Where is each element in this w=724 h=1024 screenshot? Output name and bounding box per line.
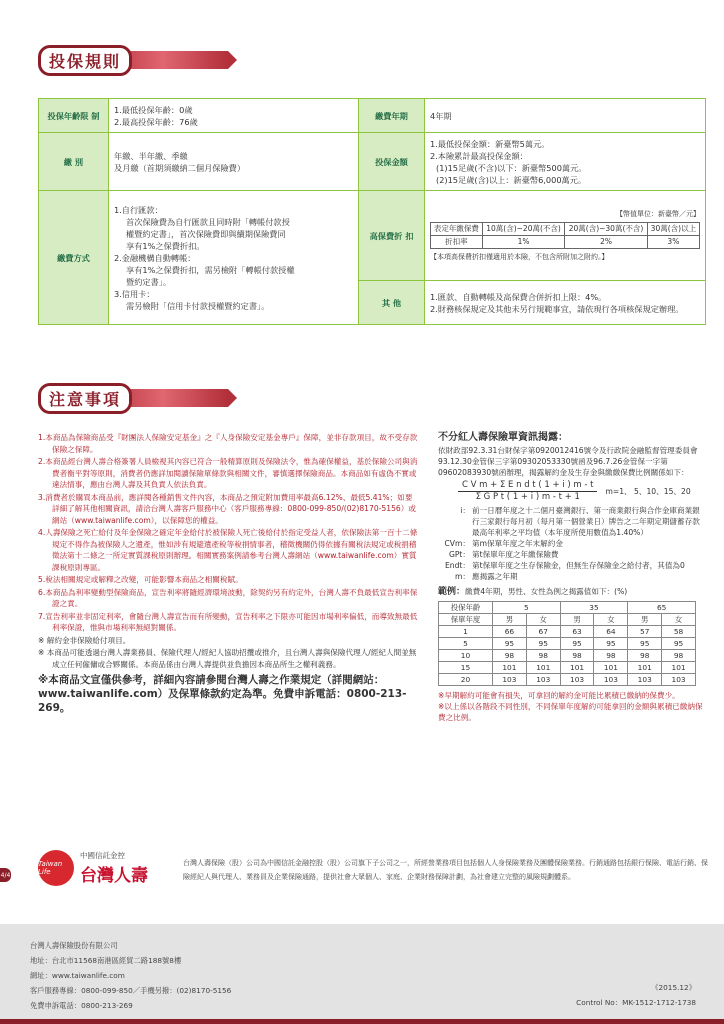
payment-line: 3.信用卡： — [114, 288, 155, 299]
notes-section-title: 注意事項 — [38, 383, 132, 414]
age-line: 1.最低投保年齡：0歲 — [114, 104, 193, 115]
ex-cell: 98 — [662, 650, 696, 662]
ex-row — [439, 638, 696, 650]
note-item: 3.消費者於購買本商品前，應詳閱各種銷售文件內容，本商品之預定附加費用率最高6.12%、最低5.41%；如要詳細了解其他相關資訊，請洽台灣人壽客戶服務中心（客戶服務專線：0800-099-850/(02)8170-5156）或網站（www.taiwanlife.com），以保障您的權益。 — [38, 492, 416, 525]
ex-cell: 101 — [560, 662, 594, 674]
mode-label: 繳 別 — [39, 133, 109, 191]
ex-cell: 98 — [560, 650, 594, 662]
ex-cell: 98 — [628, 650, 662, 662]
footer-date: 《2015.12》 — [651, 983, 696, 992]
ex-cell: 15 — [439, 662, 493, 674]
amount-cell — [425, 133, 706, 191]
payment-line: 1.自行匯款： — [114, 204, 163, 215]
ex-sex: 女 — [594, 614, 628, 626]
ex-cell: 64 — [594, 626, 628, 638]
logo-text — [80, 850, 148, 886]
definition-row — [438, 560, 706, 571]
logo-big-text: 台灣人壽 — [80, 866, 148, 886]
example-desc: 繳費4年期，男性、女性為例之揭露值如下：(%) — [465, 587, 628, 596]
ex-cell: 95 — [628, 638, 662, 650]
definition-row — [438, 549, 706, 560]
note-item: 4.人壽保險之死亡給付及年金保險之確定年金給付於被保險人死亡後給付於指定受益人者，依保險法第一百十二條規定不得作為被保險人之遺產，惟如涉有規避遺產稅等稅捐情事者，稽徵機關仍得依據有關稅法規定或稅捐稽徵法第十二條之一所定實質課稅原則辦理。相關實務案例請參考台灣人壽網站（www.taiwanlife.com）實質課稅原則專區。 — [38, 528, 418, 572]
amount-line: (1)15足歲(不含)以下：新臺幣500萬元。 — [436, 162, 587, 173]
definition-value: 應揭露之年期 — [472, 572, 518, 581]
definitions — [438, 505, 706, 582]
notes-section-header — [38, 386, 132, 410]
ex-cell: 20 — [439, 674, 493, 686]
payment-cell — [109, 191, 359, 325]
discount-head: 30萬(含)以上 — [647, 223, 699, 236]
amount-line: 1.最低投保金額：新臺幣5萬元。 — [430, 138, 550, 149]
definition-key: m： — [455, 572, 470, 581]
disclosure-title: 不分紅人壽保險單資訊揭露： — [438, 432, 568, 443]
footer-info — [30, 938, 231, 1013]
ex-cell: 63 — [560, 626, 594, 638]
ex-cell: 58 — [662, 626, 696, 638]
footer-line: 台灣人壽保險股份有限公司 — [30, 941, 118, 950]
age-label: 投保年齡限 制 — [39, 99, 109, 133]
other-label: 其 他 — [359, 281, 425, 325]
discount-cell-value: 1% — [482, 236, 564, 249]
discount-note: 【本項高保費折扣僅適用於本險，不包含所附加之附約。】 — [430, 253, 609, 261]
discount-cell-value: 折扣率 — [431, 236, 483, 249]
note-item: ※ 本商品可能透過台灣人壽業務員、保險代理人/經紀人協助招攬或推介，且台灣人壽與保險代理人/經紀人間並無成立任何僱傭或合夥關係。本商品係由台灣人壽提供並負擔因本商品所生之權利義務。 — [38, 648, 417, 669]
notes-disclaimer: ※本商品文宣僅供參考，詳細內容請參閱台灣人壽之作業規定（詳閱網站：www.taiwanlife.com）及保單條款約定為準。免費申訴電話：0800-213-269。 — [38, 674, 407, 714]
ex-cell: 98 — [594, 650, 628, 662]
payment-line: 需另檢附「信用卡付款授權暨約定書」。 — [126, 300, 270, 311]
note-item: 5.稅法相關規定或解釋之改變，可能影響本商品之相關稅賦。 — [38, 575, 243, 584]
ex-cell: 103 — [662, 674, 696, 686]
rules-section-header — [38, 48, 132, 72]
rules-section-title: 投保規則 — [38, 45, 132, 76]
formula-denominator: Σ G P t ( 1 + i ) m - t + 1 — [475, 492, 580, 502]
ex-cell: 66 — [493, 626, 527, 638]
logo-mark: Taiwan Life — [38, 850, 74, 886]
discount-label: 高保費折 扣 — [359, 191, 425, 281]
example-title: 範例： — [438, 587, 466, 597]
mode-line: 及月繳（首期須繳納二個月保險費） — [114, 162, 246, 173]
amount-label: 投保金額 — [359, 133, 425, 191]
ex-row — [439, 626, 696, 638]
footer-control-no: Control No：MK-1512-1712-1738 — [576, 998, 696, 1007]
payment-line: 首次保險費為自行匯款且同時附「轉帳付款授 — [126, 216, 290, 227]
payment-line: 享有1%之保費折扣。 — [126, 240, 205, 251]
definition-value: 第m保單年度之年末解約金 — [472, 539, 563, 548]
disclosure-formula — [458, 480, 706, 503]
ex-sex: 男 — [628, 614, 662, 626]
discount-cell-value: 2% — [565, 236, 647, 249]
period-value: 4年期 — [425, 99, 706, 133]
ex-sex: 女 — [662, 614, 696, 626]
disclosure-panel — [438, 432, 706, 723]
footer-line: 地址：台北市11568南港區經貿二路188號8樓 — [30, 956, 182, 965]
payment-line: 享有1%之保費折扣，需另檢附「轉帳付款授權 — [126, 264, 295, 275]
definition-key: Endt： — [444, 561, 470, 570]
formula-range: m=1、 5、10、15、20 — [605, 487, 691, 496]
payment-line: 暨約定書」。 — [126, 276, 172, 287]
definition-key: i： — [460, 506, 470, 515]
note-item: 6.本商品為利率變動型保險商品，宣告利率將隨經濟環境波動，除契約另有約定外，台灣人壽不負最低宣告利率保證之責。 — [38, 587, 418, 608]
note-item: 7.宣告利率並非固定利率，會隨台灣人壽宣告而有所變動，宣告利率之下限亦可能因市場利率偏低，而導致無最低利率保證，惟與市場利率無絕對關係。 — [38, 611, 418, 632]
ex-cell: 1 — [439, 626, 493, 638]
definition-key: CVm： — [444, 539, 470, 548]
definition-row — [438, 505, 706, 538]
ex-cell: 103 — [628, 674, 662, 686]
ex-age: 5 — [493, 602, 561, 614]
discount-unit: 【幣值單位：新臺幣／元】 — [616, 210, 700, 218]
ex-cell: 103 — [594, 674, 628, 686]
other-cell — [425, 281, 706, 325]
logo-small-text: 中國信託金控 — [80, 851, 125, 860]
footer — [0, 924, 724, 1024]
ex-sex: 女 — [526, 614, 560, 626]
ex-cell: 95 — [662, 638, 696, 650]
ex-cell: 103 — [526, 674, 560, 686]
other-line: 1.匯款、自動轉帳及高保費合併折扣上限：4%。 — [430, 291, 607, 302]
notes-list — [38, 432, 418, 715]
age-line: 2.最高投保年齡：76歲 — [114, 116, 198, 127]
mode-line: 年繳、半年繳、季繳 — [114, 150, 188, 161]
payment-line: 權暨約定書」，首次保險費即與續期保險費同 — [126, 228, 286, 239]
ex-head-year: 保單年度 — [439, 614, 493, 626]
warning-2: ※以上係以各階段不同性別，不同保單年度解約可能拿回的金額與累積已繳納保費之比例。 — [438, 702, 703, 722]
warning-1: ※早期解約可能會有損失，可拿回的解約金可能比累積已繳納的保費少。 — [438, 691, 680, 700]
ex-cell: 95 — [493, 638, 527, 650]
ex-cell: 5 — [439, 638, 493, 650]
company-description: 台灣人壽保險（股）公司為中國信託金融控股（股）公司旗下子公司之一，所經營業務項目包括個人人身保險業務及團體保險業務。行銷通路包括銀行保險、電話行銷、保險經紀人與代理人、業務員及企業保險通路，提供社會大眾個人、家庭、企業財務保障計劃，為社會建立完整的風險規劃體系。 — [183, 859, 708, 881]
footer-line: 網址：www.taiwanlife.com — [30, 971, 125, 980]
definition-row — [438, 571, 706, 582]
ex-cell: 67 — [526, 626, 560, 638]
discount-table — [430, 222, 700, 249]
discount-head: 10萬(含)~20萬(不含) — [482, 223, 564, 236]
ex-cell: 98 — [526, 650, 560, 662]
definition-key: GPt： — [448, 550, 470, 559]
ex-age: 65 — [628, 602, 696, 614]
note-item: 2.本商品經台灣人壽合格簽署人員檢視其內容已符合一般精算原則及保險法令，惟為確保權益，基於保險公司與消費者衡平對等原則，消費者仍應詳加閱讀保險單條款與相關文件，審慎選擇保險商品。本商品如有虛偽不實或違法情事，應由台灣人壽及其負責人依法負責。 — [38, 457, 418, 489]
example-heading — [438, 586, 706, 598]
formula-fraction — [458, 480, 597, 503]
rules-table — [38, 98, 706, 325]
definition-value: 前一日曆年度之十二個月臺灣銀行、第一商業銀行與合作金庫商業銀行三家銀行每月初（每月第一個營業日）牌告之二年期定期儲蓄存款最高年利率之平均值（本年度所使用數值為1.40%） — [472, 506, 700, 537]
ex-cell: 95 — [526, 638, 560, 650]
footer-right-info — [576, 980, 696, 1010]
ex-row — [439, 650, 696, 662]
ex-cell: 101 — [594, 662, 628, 674]
age-cell — [109, 99, 359, 133]
ex-cell: 10 — [439, 650, 493, 662]
amount-line: 2.本險累計最高投保金額： — [430, 150, 528, 161]
disclosure-intro: 依財政部92.3.31台財保字第0920012416號令及行政院金融監督管理委員會93.12.30金管保三字第09302053330號函及96.7.26金管保一字第09602083930號函辦理，揭露解約金及生存金與繳繳保費比例關係如下： — [438, 446, 698, 477]
mode-cell — [109, 133, 359, 191]
definition-value: 第t保單年度之年繳保險費 — [472, 550, 559, 559]
definition-value: 第t保單年度之生存保險金，但無生存保險金之給付者，其值為0 — [472, 561, 685, 570]
discount-head: 表定年繳保費 — [431, 223, 483, 236]
note-item: ※ 解約金非保險給付項目。 — [38, 635, 131, 645]
example-table — [438, 601, 696, 686]
ex-cell: 103 — [493, 674, 527, 686]
footer-line: 客戶服務專線：0800-099-850／手機另撥：(02)8170-5156 — [30, 986, 232, 995]
ex-row — [439, 674, 696, 686]
footer-line: 免費申訴電話：0800-213-269 — [30, 1001, 133, 1010]
company-logo — [38, 850, 148, 886]
note-item: 1.本商品為保險商品受『財團法人保險安定基金』之『人身保險安定基金專戶』保障，並非存款項目，故不受存款保險之保障。 — [38, 433, 418, 454]
footer-bar — [0, 1019, 724, 1024]
ex-cell: 101 — [662, 662, 696, 674]
payment-label: 繳費方式 — [39, 191, 109, 325]
ex-cell: 98 — [493, 650, 527, 662]
payment-line: 2.金融機構自動轉帳： — [114, 252, 196, 263]
ex-cell: 95 — [594, 638, 628, 650]
ex-cell: 101 — [493, 662, 527, 674]
amount-line: (2)15足歲(含)以上：新臺幣6,000萬元。 — [436, 174, 587, 185]
ex-cell: 101 — [526, 662, 560, 674]
ex-sex: 男 — [560, 614, 594, 626]
ex-age: 35 — [560, 602, 628, 614]
ex-cell: 103 — [560, 674, 594, 686]
definition-row — [438, 538, 706, 549]
formula-numerator: C V m + Σ E n d t ( 1 + i ) m - t — [458, 480, 597, 492]
period-label: 繳費年期 — [359, 99, 425, 133]
other-line: 2.財務核保規定及其他未另行規範事宜，請依現行各項核保規定辦理。 — [430, 303, 684, 314]
discount-cell-value: 3% — [647, 236, 699, 249]
ex-head-age: 投保年齡 — [439, 602, 493, 614]
page-tag: 4/4 — [0, 868, 11, 882]
ex-cell: 57 — [628, 626, 662, 638]
discount-cell — [425, 191, 706, 281]
ex-row — [439, 662, 696, 674]
ex-cell: 95 — [560, 638, 594, 650]
ex-cell: 101 — [628, 662, 662, 674]
discount-head: 20萬(含)~30萬(不含) — [565, 223, 647, 236]
ex-sex: 男 — [493, 614, 527, 626]
